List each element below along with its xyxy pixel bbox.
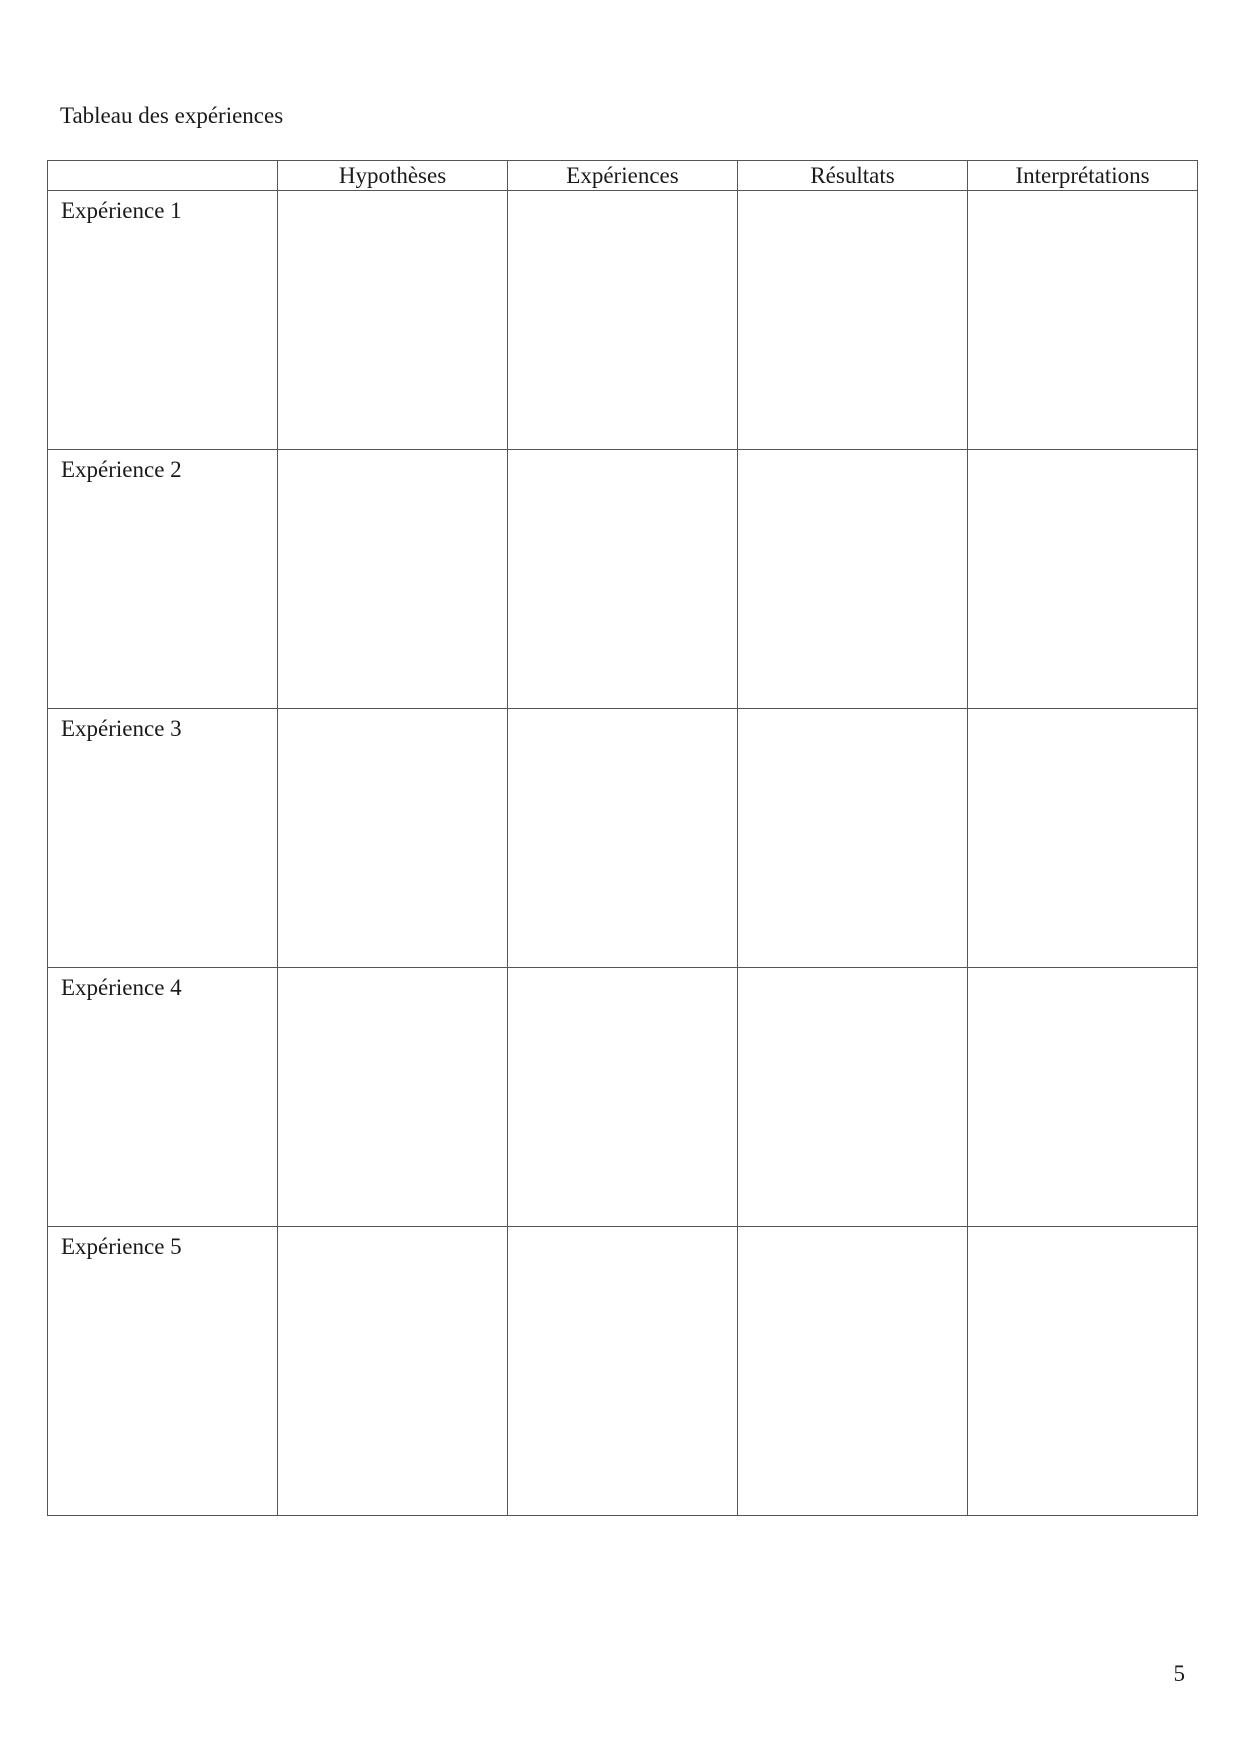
- row-label-cell: [48, 968, 278, 1227]
- row-label: Expérience 1: [61, 198, 182, 223]
- row-label: Expérience 2: [61, 457, 182, 482]
- table-cell-resultats: [738, 968, 968, 1227]
- table-cell-interpretations: [968, 709, 1198, 968]
- table-cell-interpretations: [968, 968, 1198, 1227]
- column-header-resultats: Résultats: [738, 161, 968, 191]
- table-cell-hypotheses: [278, 450, 508, 709]
- header-corner-cell: [48, 161, 278, 191]
- table-cell-interpretations: [968, 191, 1198, 450]
- table-cell-hypotheses: [278, 968, 508, 1227]
- row-label: Expérience 3: [61, 716, 182, 741]
- page-number: 5: [1173, 1661, 1185, 1686]
- table-cell-experiences: [508, 450, 738, 709]
- table-cell-hypotheses: [278, 191, 508, 450]
- document-title: Tableau des expériences: [60, 103, 284, 128]
- table-row: [48, 450, 1198, 709]
- row-label: Expérience 5: [61, 1234, 182, 1259]
- table-cell-resultats: [738, 709, 968, 968]
- column-header-experiences: Expériences: [508, 161, 738, 191]
- row-label-cell: [48, 450, 278, 709]
- table-header-row: [48, 161, 1198, 191]
- table-cell-interpretations: [968, 450, 1198, 709]
- table-cell-resultats: [738, 1227, 968, 1516]
- table-row: [48, 968, 1198, 1227]
- table-cell-hypotheses: [278, 1227, 508, 1516]
- table-row: [48, 1227, 1198, 1516]
- table-cell-experiences: [508, 709, 738, 968]
- row-label-cell: [48, 1227, 278, 1516]
- column-header-interpretations: Interprétations: [968, 161, 1198, 191]
- row-label-cell: [48, 191, 278, 450]
- table-cell-resultats: [738, 191, 968, 450]
- table-cell-hypotheses: [278, 709, 508, 968]
- row-label-cell: [48, 709, 278, 968]
- table-row: [48, 191, 1198, 450]
- column-header-hypotheses: Hypothèses: [278, 161, 508, 191]
- row-label: Expérience 4: [61, 975, 182, 1000]
- table-cell-resultats: [738, 450, 968, 709]
- table-cell-experiences: [508, 1227, 738, 1516]
- table-cell-interpretations: [968, 1227, 1198, 1516]
- table-cell-experiences: [508, 968, 738, 1227]
- table-row: [48, 709, 1198, 968]
- table-cell-experiences: [508, 191, 738, 450]
- experiments-table: [47, 160, 1198, 1516]
